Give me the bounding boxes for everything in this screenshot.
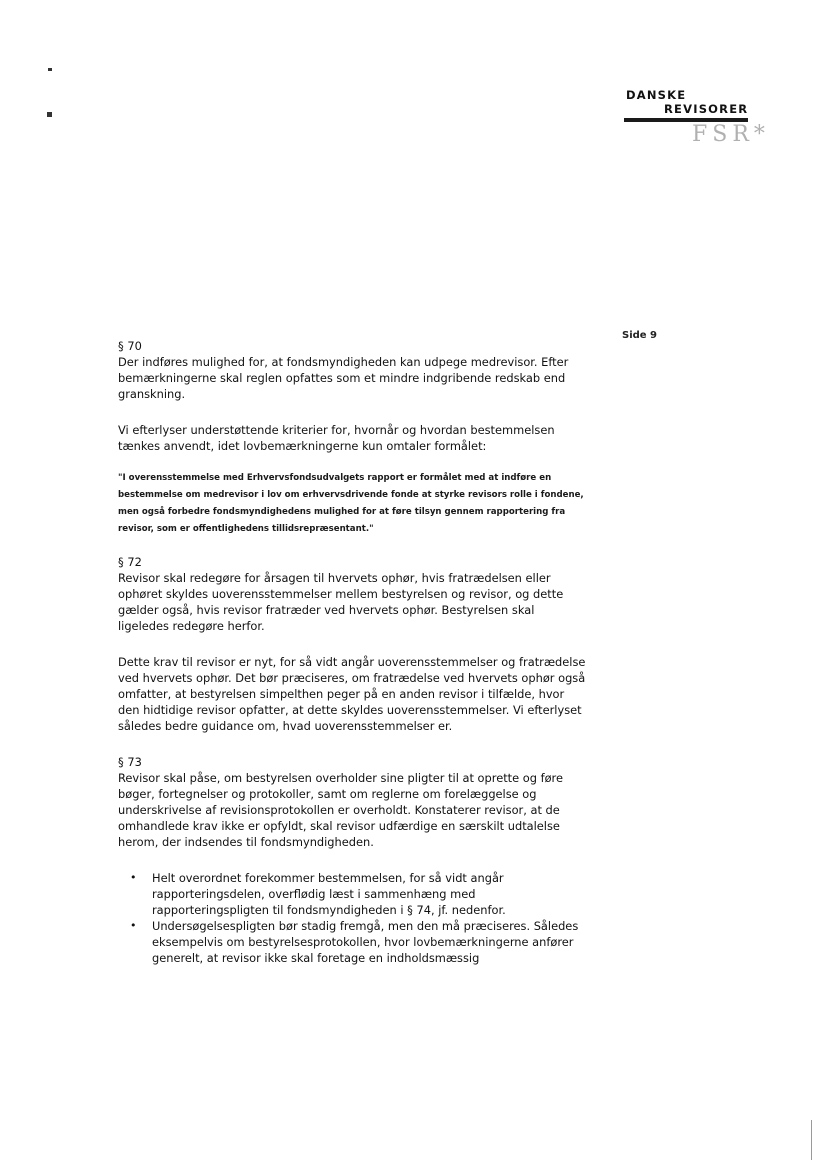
list-item-text: Undersøgelsespligten bør stadig fremgå, men den må præciseres. Således eksempelvis om bestyrelsesprotokollen, hvor lovbemærkningerne anfører generelt, at revisor ikke skal foretage en indholdsmæssig	[152, 919, 579, 965]
paragraph: Dette krav til revisor er nyt, for så vidt angår uoverensstemmelser og fratrædelse ved hvervets ophør. Det bør præciseres, om fratrædelse ved hvervets ophør også omfatter, at bestyrelsen simpelthen peger på en anden revisor i tilfælde, hvor den hidtidige revisor opfatter, at dette skyldes uoverensstemmelser. Vi efterlyset således bedre guidance om, hvad uoverensstemmelser er.	[118, 655, 586, 733]
logo-text-revisorer: REVISORER	[664, 102, 749, 116]
document-body	[118, 338, 588, 966]
section-heading-72: § 72	[118, 555, 142, 569]
list-item-text: Helt overordnet forekommer bestemmelsen, for så vidt angår rapporteringsdelen, overflødig læst i sammenhæng med rapporteringspligten til fondsmyndigheden i § 74, jf. nedenfor.	[152, 871, 506, 917]
section-heading-70: § 70	[118, 339, 142, 353]
scan-speck	[47, 112, 52, 117]
list-item	[118, 870, 588, 918]
logo-text-danske: DANSKE	[626, 88, 687, 102]
scan-edge-line	[811, 1120, 812, 1160]
bullet-icon: •	[130, 871, 137, 884]
section-heading-73: § 73	[118, 755, 142, 769]
bullet-icon: •	[130, 919, 137, 932]
logo-mark-fsr: FSR*	[692, 122, 770, 147]
page-number: Side 9	[622, 330, 658, 341]
block-quote: "I overensstemmelse med Erhvervsfondsudvalgets rapport er formålet med at indføre en bestemmelse om medrevisor i lov om erhvervsdrivende fonde at styrke revisors rolle i fondene, men også forbedre fondsmyndighedens mulighed for at føre tilsyn gennem rapportering fra revisor, som er offentlighedens tillidsrepræsentant."	[118, 473, 584, 534]
scan-speck	[48, 68, 52, 71]
paragraph: Vi efterlyser understøttende kriterier for, hvornår og hvordan bestemmelsen tænkes anvendt, idet lovbemærkningerne kun omtaler formålet:	[118, 423, 555, 453]
bullet-list	[118, 870, 588, 966]
paragraph: Revisor skal påse, om bestyrelsen overholder sine pligter til at oprette og føre bøger, fortegnelser og protokoller, samt om reglerne om forelæggelse og underskrivelse af revisionsprotokollen er overholdt. Konstaterer revisor, at de omhandlede krav ikke er opfyldt, skal revisor udfærdige en særskilt udtalelse herom, der indsendes til fondsmyndigheden.	[118, 771, 564, 849]
paragraph: Der indføres mulighed for, at fondsmyndigheden kan udpege medrevisor. Efter bemærkningerne skal reglen opfattes som et mindre indgribende redskab end granskning.	[118, 355, 569, 401]
list-item	[118, 918, 588, 966]
paragraph: Revisor skal redegøre for årsagen til hvervets ophør, hvis fratrædelsen eller ophøret skyldes uoverensstemmelser mellem bestyrelsen og revisor, og dette gælder også, hvis revisor fratræder ved hvervets ophør. Bestyrelsen skal ligeledes redegøre herfor.	[118, 571, 564, 633]
